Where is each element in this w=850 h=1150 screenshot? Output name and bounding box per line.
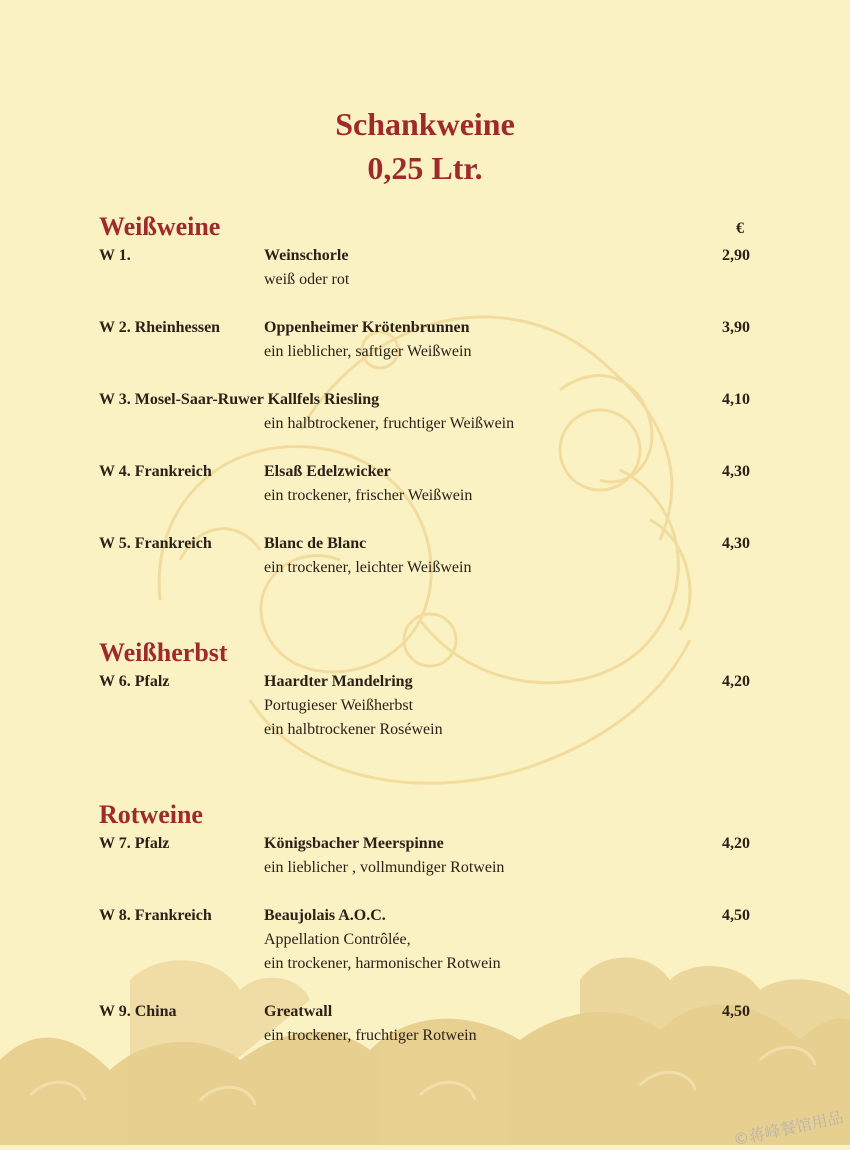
item-price: 4,20 <box>722 835 750 852</box>
page-title: Schankweine <box>335 106 515 142</box>
item-price: 2,90 <box>722 247 750 264</box>
item-name: Greatwall <box>264 1003 333 1020</box>
section-title-rotweine: Rotweine <box>99 800 203 829</box>
item-code: W 2. Rheinhessen <box>99 319 221 336</box>
item-desc: ein halbtrockener, fruchtiger Weißwein <box>264 415 515 432</box>
item-price: 4,30 <box>722 463 750 480</box>
item-desc: Appellation Contrôlée, <box>264 931 411 948</box>
item-desc: ein lieblicher, saftiger Weißwein <box>264 343 472 360</box>
section-title-weissweine: Weißweine <box>99 212 221 241</box>
item-price: 4,20 <box>722 673 750 690</box>
watermark: ©蒋峰餐馆用品 <box>731 1107 845 1150</box>
item-name: Oppenheimer Krötenbrunnen <box>264 319 470 336</box>
item-desc: ein trockener, frischer Weißwein <box>264 487 473 504</box>
item-price: 4,30 <box>722 535 750 552</box>
item-price: 3,90 <box>722 319 750 336</box>
item-name: Beaujolais A.O.C. <box>264 907 386 924</box>
item-desc: ein trockener, fruchtiger Rotwein <box>264 1027 477 1044</box>
item-name: Haardter Mandelring <box>264 673 413 690</box>
item-price: 4,10 <box>722 391 750 408</box>
item-desc: ein trockener, leichter Weißwein <box>264 559 472 576</box>
item-code: W 9. China <box>99 1003 177 1020</box>
item-price: 4,50 <box>722 907 750 924</box>
item-code: W 1. <box>99 247 131 264</box>
item-code: W 4. Frankreich <box>99 463 212 480</box>
item-desc: Portugieser Weißherbst <box>264 697 414 714</box>
item-code: W 7. Pfalz <box>99 835 170 852</box>
item-desc: ein halbtrockener Roséwein <box>264 721 443 738</box>
page-subtitle: 0,25 Ltr. <box>367 150 483 186</box>
item-price: 4,50 <box>722 1003 750 1020</box>
item-desc: ein lieblicher , vollmundiger Rotwein <box>264 859 505 876</box>
item-name: Königsbacher Meerspinne <box>264 835 444 852</box>
item-code: W 8. Frankreich <box>99 907 212 924</box>
item-desc: ein trockener, harmonischer Rotwein <box>264 955 501 972</box>
item-code: W 5. Frankreich <box>99 535 212 552</box>
currency-symbol: € <box>736 220 744 237</box>
item-name: Weinschorle <box>264 247 349 264</box>
item-name: Elsaß Edelzwicker <box>264 463 391 480</box>
item-code: W 6. Pfalz <box>99 673 170 690</box>
item-name: Blanc de Blanc <box>264 535 367 552</box>
item-desc: weiß oder rot <box>264 271 350 288</box>
item-code: W 3. Mosel-Saar-Ruwer Kallfels Riesling <box>99 391 380 408</box>
section-title-weissherbst: Weißherbst <box>99 638 228 667</box>
